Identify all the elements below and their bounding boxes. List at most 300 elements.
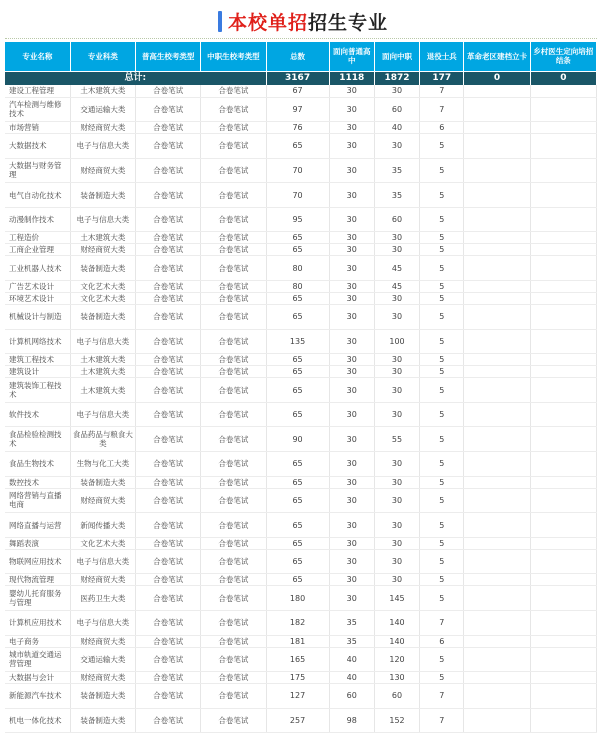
general-high-count: 30 [329,476,374,488]
total-count: 65 [266,134,329,159]
general-high-count: 30 [329,537,374,549]
total-count: 65 [266,549,329,574]
column-header: 面向中职 [374,42,419,71]
general-high-count: 98 [329,708,374,733]
total-count: 95 [266,207,329,232]
general-exam-type: 合卷笔试 [136,537,201,549]
column-header: 普高生校考类型 [136,42,201,71]
major-name: 计算机网络技术 [5,329,70,354]
vocational-count: 45 [374,256,419,281]
veterans-count: 7 [420,708,464,733]
vocational-exam-type: 合卷笔试 [201,244,266,256]
total-count: 180 [266,586,329,611]
veterans-count: 5 [420,537,464,549]
major-name: 新能源汽车技术 [5,684,70,709]
major-name: 城市轨道交通运营管理 [5,647,70,672]
rural-doctor-count [530,305,596,330]
vocational-count: 40 [374,122,419,134]
vocational-count: 30 [374,354,419,366]
page-title-highlight: 本校单招 [228,12,309,34]
vocational-count: 120 [374,647,419,672]
rural-doctor-count [530,329,596,354]
vocational-count: 30 [374,293,419,305]
table-row [5,476,597,488]
veterans-count: 5 [420,281,464,293]
table-row [5,305,597,330]
rural-doctor-count [530,635,596,647]
general-exam-type: 合卷笔试 [136,708,201,733]
major-name: 建设工程管理 [5,85,70,97]
major-category: 土木建筑大类 [70,354,135,366]
vocational-exam-type: 合卷笔试 [201,684,266,709]
veterans-count: 7 [420,97,464,122]
total-count: 70 [266,183,329,208]
major-name: 食品检验检测技术 [5,427,70,452]
vocational-count: 152 [374,708,419,733]
major-name: 电子商务 [5,635,70,647]
total-count: 65 [266,402,329,427]
major-name: 大数据与会计 [5,672,70,684]
vocational-exam-type: 合卷笔试 [201,207,266,232]
rural-doctor-count [530,611,596,636]
total-count: 80 [266,281,329,293]
table-row [5,537,597,549]
vocational-exam-type: 合卷笔试 [201,305,266,330]
vocational-exam-type: 合卷笔试 [201,549,266,574]
major-category: 土木建筑大类 [70,85,135,97]
vocational-exam-type: 合卷笔试 [201,647,266,672]
general-exam-type: 合卷笔试 [136,476,201,488]
major-name: 建筑装饰工程技术 [5,378,70,403]
vocational-exam-type: 合卷笔试 [201,708,266,733]
major-name: 婴幼儿托育服务与管理 [5,586,70,611]
revolutionary-count [464,586,530,611]
major-category: 电子与信息大类 [70,549,135,574]
general-high-count: 30 [329,85,374,97]
vocational-count: 45 [374,281,419,293]
major-category: 电子与信息大类 [70,207,135,232]
general-exam-type: 合卷笔试 [136,244,201,256]
major-name: 数控技术 [5,476,70,488]
veterans-count: 5 [420,256,464,281]
revolutionary-count [464,207,530,232]
table-row [5,85,597,97]
revolutionary-count [464,672,530,684]
veterans-count: 6 [420,122,464,134]
general-exam-type: 合卷笔试 [136,586,201,611]
veterans-count: 7 [420,611,464,636]
page-header [0,0,602,40]
major-category: 医药卫生大类 [70,586,135,611]
general-high-count: 30 [329,244,374,256]
rural-doctor-count [530,476,596,488]
veterans-count: 7 [420,684,464,709]
veterans-count: 5 [420,574,464,586]
table-row [5,158,597,183]
veterans-count: 5 [420,329,464,354]
vocational-count: 30 [374,402,419,427]
general-high-count: 30 [329,122,374,134]
total-count: 182 [266,611,329,636]
major-name: 市场营销 [5,122,70,134]
revolutionary-count [464,256,530,281]
veterans-count: 5 [420,647,464,672]
vocational-exam-type: 合卷笔试 [201,97,266,122]
rural-doctor-count [530,402,596,427]
vocational-exam-type: 合卷笔试 [201,513,266,538]
table-row [5,329,597,354]
vocational-exam-type: 合卷笔试 [201,85,266,97]
major-name: 工业机器人技术 [5,256,70,281]
revolutionary-count [464,647,530,672]
vocational-count: 35 [374,183,419,208]
general-exam-type: 合卷笔试 [136,329,201,354]
vocational-count: 30 [374,366,419,378]
table-row [5,256,597,281]
vocational-count: 60 [374,97,419,122]
vocational-count: 30 [374,574,419,586]
total-count: 257 [266,708,329,733]
general-high-count: 30 [329,158,374,183]
general-high-count: 30 [329,366,374,378]
general-high-count: 30 [329,232,374,244]
major-name: 汽车检测与维修技术 [5,97,70,122]
major-category: 电子与信息大类 [70,134,135,159]
general-high-count: 35 [329,635,374,647]
general-exam-type: 合卷笔试 [136,256,201,281]
general-exam-type: 合卷笔试 [136,158,201,183]
revolutionary-count [464,244,530,256]
revolutionary-count [464,574,530,586]
table-row [5,549,597,574]
general-exam-type: 合卷笔试 [136,305,201,330]
rural-doctor-count [530,122,596,134]
revolutionary-count [464,635,530,647]
table-row [5,207,597,232]
major-name: 大数据技术 [5,134,70,159]
general-high-count: 30 [329,207,374,232]
vocational-exam-type: 合卷笔试 [201,488,266,513]
revolutionary-count [464,537,530,549]
table-row [5,574,597,586]
revolutionary-count [464,85,530,97]
major-category: 交通运输大类 [70,647,135,672]
major-name: 建筑工程技术 [5,354,70,366]
major-category: 电子与信息大类 [70,611,135,636]
vocational-exam-type: 合卷笔试 [201,232,266,244]
general-exam-type: 合卷笔试 [136,183,201,208]
revolutionary-count [464,708,530,733]
total-veterans: 177 [420,71,464,85]
table-row [5,134,597,159]
vocational-count: 30 [374,134,419,159]
total-count: 65 [266,293,329,305]
veterans-count: 5 [420,366,464,378]
general-exam-type: 合卷笔试 [136,574,201,586]
title-divider [5,38,597,39]
column-header: 革命老区建档立卡 [464,42,530,71]
column-header: 退役士兵 [420,42,464,71]
major-category: 装备制造大类 [70,256,135,281]
rural-doctor-count [530,378,596,403]
major-category: 土木建筑大类 [70,366,135,378]
total-count: 65 [266,537,329,549]
general-exam-type: 合卷笔试 [136,402,201,427]
veterans-count: 5 [420,513,464,538]
rural-doctor-count [530,427,596,452]
total-count: 65 [266,354,329,366]
major-category: 文化艺术大类 [70,293,135,305]
rural-doctor-count [530,488,596,513]
general-high-count: 30 [329,574,374,586]
table-row [5,183,597,208]
veterans-count: 5 [420,476,464,488]
vocational-exam-type: 合卷笔试 [201,635,266,647]
vocational-count: 30 [374,232,419,244]
major-name: 网络营销与直播电商 [5,488,70,513]
major-category: 装备制造大类 [70,684,135,709]
rural-doctor-count [530,684,596,709]
revolutionary-count [464,513,530,538]
vocational-count: 30 [374,305,419,330]
vocational-count: 145 [374,586,419,611]
revolutionary-count [464,354,530,366]
major-category: 电子与信息大类 [70,329,135,354]
rural-doctor-count [530,232,596,244]
major-name: 环境艺术设计 [5,293,70,305]
total-label: 总计: [5,71,266,85]
major-name: 计算机应用技术 [5,611,70,636]
table-row [5,281,597,293]
general-high-count: 30 [329,402,374,427]
major-category: 文化艺术大类 [70,537,135,549]
rural-doctor-count [530,207,596,232]
total-count: 65 [266,232,329,244]
table-row [5,354,597,366]
major-category: 财经商贸大类 [70,635,135,647]
total-count: 90 [266,427,329,452]
general-high-count: 35 [329,611,374,636]
vocational-exam-type: 合卷笔试 [201,427,266,452]
major-category: 交通运输大类 [70,97,135,122]
column-header: 总数 [266,42,329,71]
vocational-exam-type: 合卷笔试 [201,158,266,183]
general-high-count: 30 [329,513,374,538]
rural-doctor-count [530,85,596,97]
veterans-count: 5 [420,293,464,305]
rural-doctor-count [530,549,596,574]
table-row [5,232,597,244]
total-count: 65 [266,244,329,256]
total-count: 3167 [266,71,329,85]
major-category: 土木建筑大类 [70,232,135,244]
general-high-count: 30 [329,354,374,366]
major-name: 大数据与财务管理 [5,158,70,183]
major-category: 财经商贸大类 [70,158,135,183]
vocational-count: 30 [374,452,419,477]
total-count: 67 [266,85,329,97]
major-category: 财经商贸大类 [70,488,135,513]
general-high-count: 30 [329,427,374,452]
title-accent-bar [218,11,222,32]
revolutionary-count [464,488,530,513]
total-count: 181 [266,635,329,647]
column-header: 专业名称 [5,42,70,71]
total-count: 65 [266,574,329,586]
veterans-count: 5 [420,232,464,244]
veterans-count: 5 [420,402,464,427]
veterans-count: 6 [420,635,464,647]
rural-doctor-count [530,183,596,208]
vocational-count: 60 [374,684,419,709]
vocational-exam-type: 合卷笔试 [201,256,266,281]
rural-doctor-count [530,256,596,281]
veterans-count: 5 [420,183,464,208]
table-row [5,672,597,684]
vocational-count: 100 [374,329,419,354]
total-count: 127 [266,684,329,709]
general-high-count: 30 [329,281,374,293]
revolutionary-count [464,549,530,574]
vocational-exam-type: 合卷笔试 [201,281,266,293]
rural-doctor-count [530,708,596,733]
revolutionary-count [464,402,530,427]
table-row [5,122,597,134]
table-row [5,488,597,513]
rural-doctor-count [530,537,596,549]
general-exam-type: 合卷笔试 [136,366,201,378]
revolutionary-count [464,122,530,134]
vocational-count: 35 [374,158,419,183]
total-vocational: 1872 [374,71,419,85]
vocational-count: 30 [374,85,419,97]
major-name: 动漫制作技术 [5,207,70,232]
general-exam-type: 合卷笔试 [136,611,201,636]
total-count: 175 [266,672,329,684]
major-name: 舞蹈表演 [5,537,70,549]
table-row [5,427,597,452]
general-exam-type: 合卷笔试 [136,452,201,477]
major-category: 装备制造大类 [70,476,135,488]
table-row [5,647,597,672]
major-name: 软件技术 [5,402,70,427]
rural-doctor-count [530,354,596,366]
table-row [5,586,597,611]
general-exam-type: 合卷笔试 [136,85,201,97]
total-count: 80 [266,256,329,281]
veterans-count: 5 [420,672,464,684]
general-exam-type: 合卷笔试 [136,513,201,538]
rural-doctor-count [530,134,596,159]
major-name: 广告艺术设计 [5,281,70,293]
veterans-count: 5 [420,586,464,611]
veterans-count: 5 [420,244,464,256]
table-row [5,635,597,647]
vocational-count: 30 [374,244,419,256]
total-rural-doctor: 0 [530,71,596,85]
general-exam-type: 合卷笔试 [136,232,201,244]
major-category: 财经商贸大类 [70,244,135,256]
vocational-exam-type: 合卷笔试 [201,354,266,366]
revolutionary-count [464,97,530,122]
general-high-count: 30 [329,305,374,330]
general-exam-type: 合卷笔试 [136,684,201,709]
total-count: 65 [266,476,329,488]
major-name: 机械设计与制造 [5,305,70,330]
table-row [5,378,597,403]
revolutionary-count [464,452,530,477]
veterans-count: 5 [420,427,464,452]
table-row [5,402,597,427]
table-row [5,293,597,305]
vocational-count: 30 [374,549,419,574]
vocational-count: 30 [374,378,419,403]
revolutionary-count [464,476,530,488]
total-count: 135 [266,329,329,354]
general-high-count: 30 [329,183,374,208]
general-high-count: 30 [329,452,374,477]
general-exam-type: 合卷笔试 [136,672,201,684]
veterans-count: 5 [420,452,464,477]
vocational-count: 55 [374,427,419,452]
veterans-count: 5 [420,354,464,366]
vocational-exam-type: 合卷笔试 [201,134,266,159]
rural-doctor-count [530,452,596,477]
rural-doctor-count [530,647,596,672]
veterans-count: 7 [420,85,464,97]
table-row [5,97,597,122]
major-category: 新闻传播大类 [70,513,135,538]
major-category: 财经商贸大类 [70,122,135,134]
rural-doctor-count [530,281,596,293]
general-high-count: 30 [329,329,374,354]
total-count: 70 [266,158,329,183]
revolutionary-count [464,305,530,330]
vocational-count: 130 [374,672,419,684]
revolutionary-count [464,366,530,378]
general-exam-type: 合卷笔试 [136,647,201,672]
major-name: 食品生物技术 [5,452,70,477]
total-count: 97 [266,97,329,122]
vocational-exam-type: 合卷笔试 [201,122,266,134]
vocational-count: 140 [374,611,419,636]
vocational-exam-type: 合卷笔试 [201,672,266,684]
major-category: 文化艺术大类 [70,281,135,293]
header-row [5,42,597,71]
rural-doctor-count [530,574,596,586]
revolutionary-count [464,611,530,636]
vocational-exam-type: 合卷笔试 [201,611,266,636]
revolutionary-count [464,427,530,452]
vocational-count: 30 [374,476,419,488]
major-category: 食品药品与粮食大类 [70,427,135,452]
veterans-count: 5 [420,305,464,330]
rural-doctor-count [530,293,596,305]
rural-doctor-count [530,97,596,122]
vocational-exam-type: 合卷笔试 [201,293,266,305]
vocational-count: 140 [374,635,419,647]
major-name: 机电一体化技术 [5,708,70,733]
enrollment-table [5,42,597,733]
major-name: 现代物流管理 [5,574,70,586]
general-exam-type: 合卷笔试 [136,281,201,293]
general-high-count: 30 [329,378,374,403]
vocational-exam-type: 合卷笔试 [201,402,266,427]
general-exam-type: 合卷笔试 [136,488,201,513]
general-high-count: 30 [329,293,374,305]
major-name: 网络直播与运营 [5,513,70,538]
vocational-count: 60 [374,207,419,232]
